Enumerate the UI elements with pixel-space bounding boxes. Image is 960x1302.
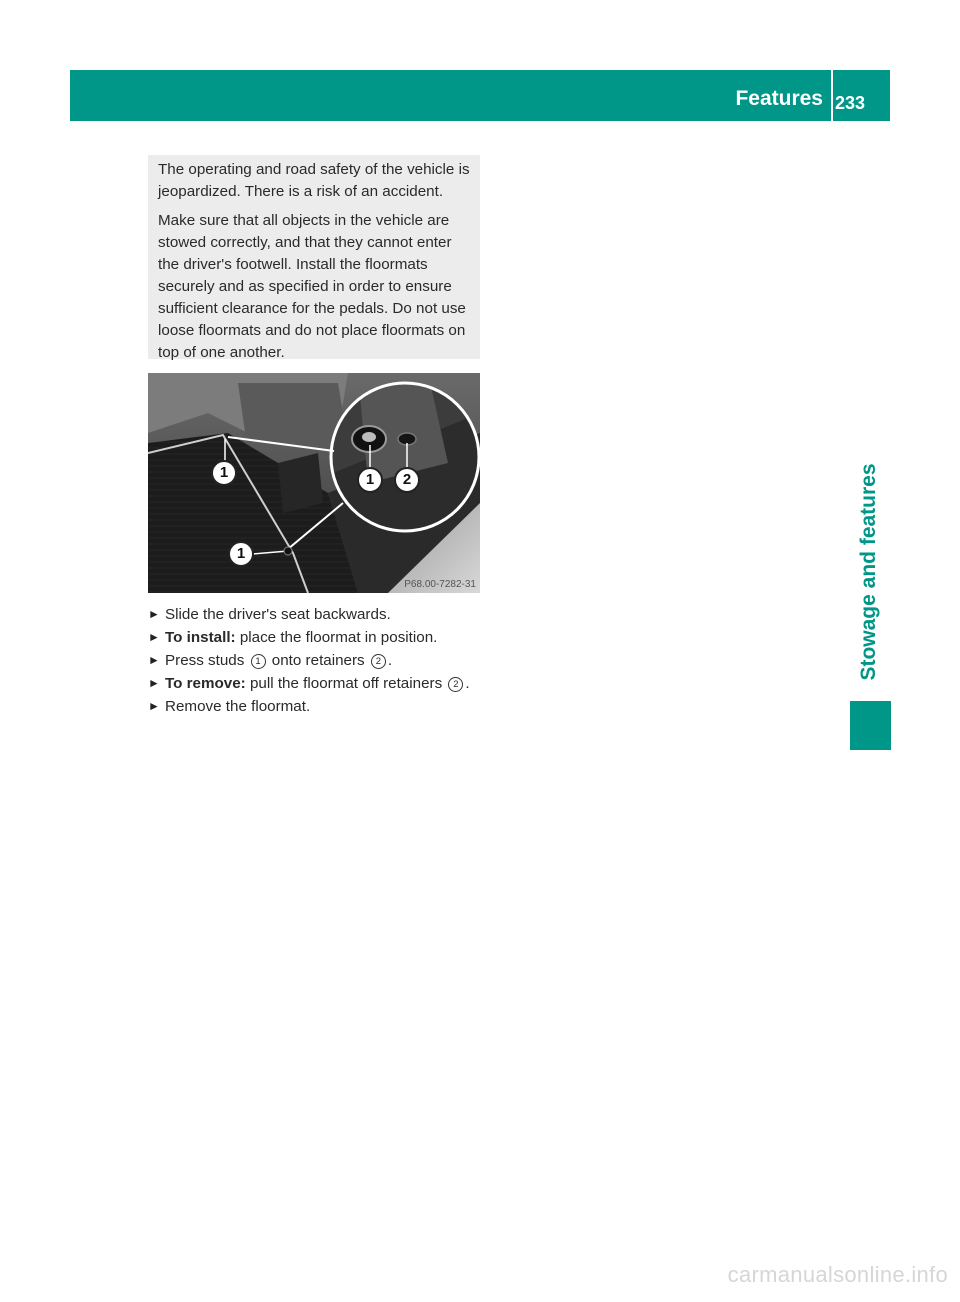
warning-box xyxy=(148,155,480,359)
section-title: Features xyxy=(735,87,823,110)
side-tab xyxy=(848,452,890,692)
step-install xyxy=(148,626,488,649)
watermark: carmanualsonline.info xyxy=(727,1262,948,1287)
callout-1-bottom xyxy=(228,541,254,567)
step-text: Press studs xyxy=(165,652,249,669)
step-arrow-icon: ► xyxy=(148,676,160,690)
side-tab-marker xyxy=(850,701,891,750)
callout-ref-1: 1 xyxy=(251,654,266,669)
step-label: To remove: xyxy=(165,675,246,692)
callout-label: 1 xyxy=(219,464,229,481)
callout-ref-2: 2 xyxy=(371,654,386,669)
callout-ref-2: 2 xyxy=(448,677,463,692)
warning-paragraph-2: Make sure that all objects in the vehicle are stowed correctly, and that they cannot enter the driver's footwell. Install the floormats securely and as specified in order to ensure sufficient clearance for the pedals. Do not use loose floormats and do not place floormats on top of one another. xyxy=(158,212,466,361)
callout-1-inset xyxy=(357,467,383,493)
warning-paragraph-1: The operating and road safety of the vehicle is jeopardized. There is a risk of an accident. xyxy=(158,161,470,200)
side-tab-label: Stowage and features xyxy=(857,463,880,681)
step-arrow-icon: ► xyxy=(148,699,160,713)
step-text: Slide the driver's seat backwards. xyxy=(165,606,391,623)
step-text: pull the floormat off retainers xyxy=(245,675,447,692)
step-text: . xyxy=(387,652,393,669)
step-label: To install: xyxy=(165,629,236,646)
floormat-illustration xyxy=(148,373,480,593)
callout-label: 1 xyxy=(365,471,375,488)
floormat-photo xyxy=(148,373,480,593)
header-title xyxy=(630,70,890,121)
callout-label: 2 xyxy=(402,471,412,488)
callout-2-inset xyxy=(394,467,420,493)
callout-label: 1 xyxy=(236,545,246,562)
page-number: 233 xyxy=(834,93,865,113)
header-divider xyxy=(831,70,833,121)
step-remove xyxy=(148,672,488,695)
step-text: place the floormat in position. xyxy=(235,629,438,646)
step-text: onto retainers xyxy=(267,652,369,669)
step-press-studs xyxy=(148,649,488,672)
page-header xyxy=(70,70,890,121)
step-arrow-icon: ► xyxy=(148,607,160,621)
step-text: Remove the floormat. xyxy=(165,698,311,715)
callout-1-floor xyxy=(211,460,237,486)
step-arrow-icon: ► xyxy=(148,630,160,644)
step-text: . xyxy=(465,675,470,692)
step-arrow-icon: ► xyxy=(148,653,160,667)
step-slide-seat xyxy=(148,603,488,626)
instruction-steps xyxy=(148,603,488,718)
step-remove-floormat xyxy=(148,695,488,718)
image-code: P68.00-7282-31 xyxy=(404,579,476,590)
